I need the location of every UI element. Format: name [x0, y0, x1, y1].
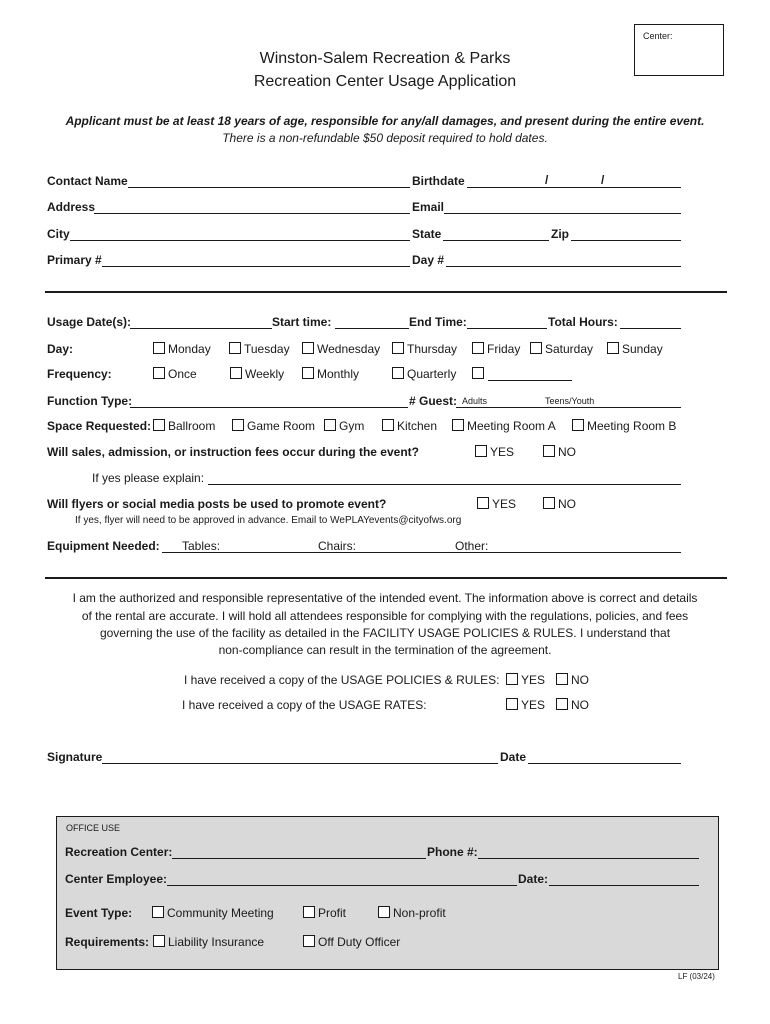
contact-name-field[interactable]	[128, 187, 410, 188]
tables-label: Tables:	[182, 539, 221, 553]
start-time-label: Start time:	[272, 315, 332, 329]
event-type-label: Event Type:	[65, 906, 133, 920]
adults-label: Adults	[462, 396, 488, 406]
space-gym-checkbox[interactable]: Gym	[324, 419, 364, 433]
center-employee-label: Center Employee:	[65, 872, 168, 886]
section-divider	[45, 291, 727, 293]
space-meeting-b-checkbox[interactable]: Meeting Room B	[572, 419, 676, 433]
agreement-line: of the rental are accurate. I will hold all attendees responsible for complying with the regulations, policies, and fees	[81, 609, 689, 623]
guest-count-label: # Guest:	[409, 394, 458, 408]
state-field[interactable]	[443, 240, 549, 241]
requirements-label: Requirements:	[65, 935, 150, 949]
rates-no-checkbox[interactable]: NO	[556, 698, 589, 712]
day-monday-checkbox[interactable]: Monday	[153, 342, 211, 356]
contact-name-label: Contact Name	[47, 174, 128, 188]
frequency-label: Frequency:	[47, 367, 112, 381]
freq-quarterly-checkbox[interactable]: Quarterly	[392, 367, 456, 381]
day-phone-field[interactable]	[446, 266, 681, 267]
end-time-label: End Time:	[409, 315, 467, 329]
signature-field[interactable]	[102, 763, 498, 764]
center-employee-field[interactable]	[167, 885, 517, 886]
signature-date-label: Date	[500, 750, 527, 764]
center-label: Center:	[643, 31, 673, 41]
freq-other-field[interactable]	[488, 380, 572, 381]
day-friday-checkbox[interactable]: Friday	[472, 342, 520, 356]
equipment-label: Equipment Needed:	[47, 539, 160, 553]
email-label: Email	[412, 200, 445, 214]
primary-phone-field[interactable]	[102, 266, 410, 267]
signature-label: Signature	[47, 750, 103, 764]
rec-center-field[interactable]	[172, 858, 426, 859]
space-meeting-a-checkbox[interactable]: Meeting Room A	[452, 419, 556, 433]
flyer-note: If yes, flyer will need to be approved in advance. Email to WePLAYevents@cityofws.org	[75, 515, 462, 526]
policies-no-checkbox[interactable]: NO	[556, 673, 589, 687]
sales-no-checkbox[interactable]: NO	[543, 445, 576, 459]
event-nonprofit-checkbox[interactable]: Non-profit	[378, 906, 446, 920]
usage-dates-label: Usage Date(s):	[47, 315, 132, 329]
signature-date-field[interactable]	[528, 763, 681, 764]
day-sunday-checkbox[interactable]: Sunday	[607, 342, 663, 356]
primary-phone-label: Primary #	[47, 253, 102, 267]
teens-label: Teens/Youth	[545, 396, 595, 406]
form-title: Winston-Salem Recreation & Parks	[259, 50, 511, 67]
age-notice: Applicant must be at least 18 years of age, responsible for any/all damages, and present during the entire event.	[65, 114, 705, 128]
agreement-line: I am the authorized and responsible representative of the intended event. The information above is correct and details	[72, 591, 698, 605]
total-hours-label: Total Hours:	[548, 315, 618, 329]
space-game-room-checkbox[interactable]: Game Room	[232, 419, 315, 433]
office-use-title: OFFICE USE	[66, 823, 121, 833]
function-type-label: Function Type:	[47, 394, 133, 408]
space-requested-label: Space Requested:	[47, 419, 152, 433]
agreement-line: governing the use of the facility as detailed in the FACILITY USAGE POLICIES & RULES. I understand that	[99, 626, 671, 640]
req-insurance-checkbox[interactable]: Liability Insurance	[153, 935, 264, 949]
day-thursday-checkbox[interactable]: Thursday	[392, 342, 457, 356]
day-saturday-checkbox[interactable]: Saturday	[530, 342, 593, 356]
freq-once-checkbox[interactable]: Once	[153, 367, 197, 381]
day-phone-label: Day #	[412, 253, 445, 267]
guest-count-field[interactable]	[456, 407, 681, 408]
freq-weekly-checkbox[interactable]: Weekly	[230, 367, 284, 381]
address-field[interactable]	[94, 213, 410, 214]
rates-yes-checkbox[interactable]: YES	[506, 698, 545, 712]
policies-yes-checkbox[interactable]: YES	[506, 673, 545, 687]
rec-center-label: Recreation Center:	[65, 845, 173, 859]
freq-other-checkbox[interactable]	[472, 367, 487, 381]
office-use-panel	[56, 816, 719, 970]
form-subtitle: Recreation Center Usage Application	[253, 73, 517, 90]
office-phone-field[interactable]	[478, 858, 699, 859]
space-kitchen-checkbox[interactable]: Kitchen	[382, 419, 437, 433]
deposit-notice: There is a non-refundable $50 deposit required to hold dates.	[222, 131, 548, 145]
birthdate-slash: /	[545, 173, 549, 187]
state-label: State	[412, 227, 442, 241]
chairs-label: Chairs:	[318, 539, 357, 553]
birthdate-field[interactable]	[467, 187, 681, 188]
zip-field[interactable]	[571, 240, 681, 241]
day-label: Day:	[47, 342, 74, 356]
policies-question: I have received a copy of the USAGE POLICIES & RULES:	[184, 673, 500, 687]
event-community-checkbox[interactable]: Community Meeting	[152, 906, 274, 920]
city-field[interactable]	[70, 240, 410, 241]
explain-label: If yes please explain:	[92, 471, 205, 485]
section-divider	[45, 577, 727, 579]
birthdate-label: Birthdate	[412, 174, 465, 188]
equipment-field[interactable]	[162, 552, 681, 553]
req-officer-checkbox[interactable]: Off Duty Officer	[303, 935, 400, 949]
total-hours-field[interactable]	[620, 328, 681, 329]
city-label: City	[47, 227, 70, 241]
flyers-question: Will flyers or social media posts be used to promote event?	[47, 497, 387, 511]
space-ballroom-checkbox[interactable]: Ballroom	[153, 419, 215, 433]
freq-monthly-checkbox[interactable]: Monthly	[302, 367, 359, 381]
other-label: Other:	[455, 539, 489, 553]
office-date-label: Date:	[518, 872, 549, 886]
usage-dates-field[interactable]	[130, 328, 272, 329]
office-date-field[interactable]	[549, 885, 699, 886]
rates-question: I have received a copy of the USAGE RATES:	[182, 698, 427, 712]
zip-label: Zip	[551, 227, 569, 241]
email-field[interactable]	[444, 213, 681, 214]
end-time-field[interactable]	[467, 328, 547, 329]
birthdate-slash: /	[601, 173, 605, 187]
form-code: LF (03/24)	[678, 972, 715, 981]
agreement-line: non-compliance can result in the termination of the agreement.	[218, 643, 552, 657]
day-tuesday-checkbox[interactable]: Tuesday	[229, 342, 290, 356]
office-phone-label: Phone #:	[427, 845, 478, 859]
sales-yes-checkbox[interactable]: YES	[475, 445, 514, 459]
day-wednesday-checkbox[interactable]: Wednesday	[302, 342, 380, 356]
explain-field[interactable]	[208, 484, 681, 485]
flyers-no-checkbox[interactable]: NO	[543, 497, 576, 511]
event-profit-checkbox[interactable]: Profit	[303, 906, 346, 920]
start-time-field[interactable]	[335, 328, 409, 329]
function-type-field[interactable]	[130, 407, 408, 408]
flyers-yes-checkbox[interactable]: YES	[477, 497, 516, 511]
address-label: Address	[47, 200, 96, 214]
sales-question: Will sales, admission, or instruction fees occur during the event?	[47, 445, 419, 459]
